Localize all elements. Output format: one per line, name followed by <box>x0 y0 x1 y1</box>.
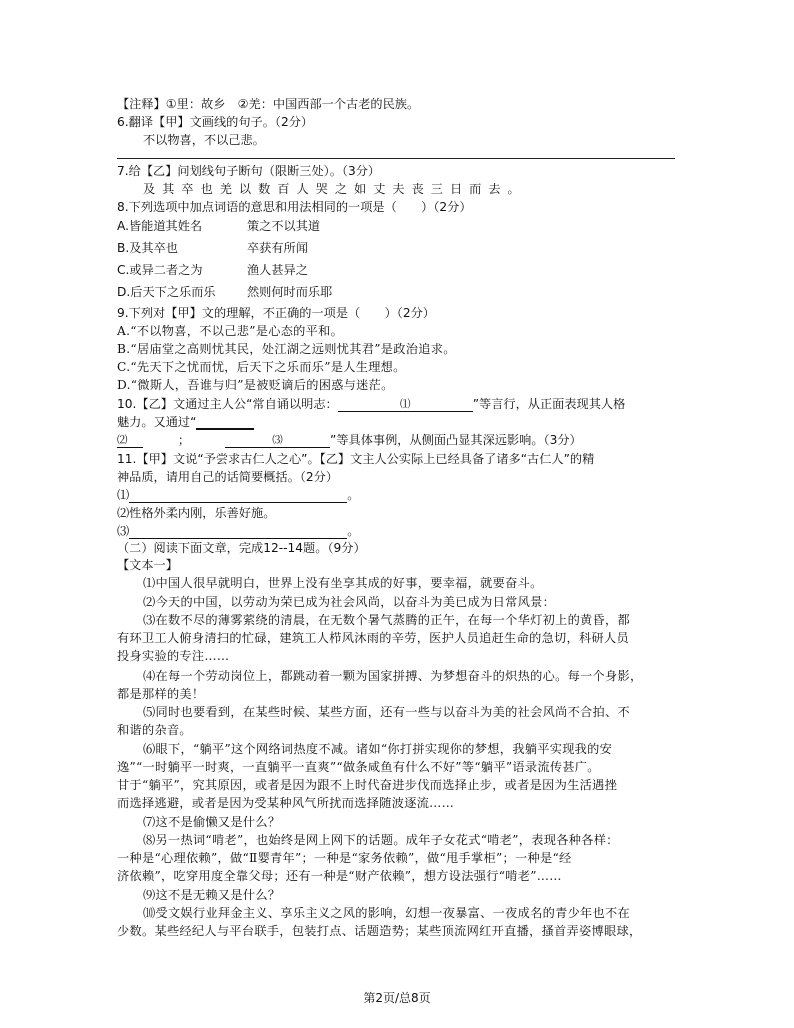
q10-blank-2-start[interactable] <box>196 414 254 430</box>
question-11-line-1: 11.【甲】文说“予尝求古仁人之心”。【乙】文主人公实际上已经具备了诸多“古仁人”的精 <box>117 452 595 466</box>
question-8-stem: 8.下列选项中加点词语的意思和用法相同的一项是（ ）（2分） <box>117 200 472 214</box>
paragraph-line: 一种是“心理依赖”，做“Ⅱ婴青年”；一种是“家务依赖”，做“甩手掌柜”；一种是“经 <box>117 851 572 865</box>
q11-blank-1[interactable] <box>129 488 347 503</box>
paragraph-line: ⑷在每一个劳动岗位上，都跳动着一颗为国家拼搏、为梦想奋斗的炽热的心。每一个身影， <box>143 669 643 683</box>
question-7-stem: 7.给【乙】问划线句子断句（限断三处）。（3分） <box>117 164 381 178</box>
q10-text-2a: 魅力。又通过“ <box>117 415 197 429</box>
q8-option-b-right: 卒获有所闻 <box>247 241 308 255</box>
paragraph-line: 甘于“躺平”，究其原因，或者是因为跟不上时代奋进步伐而选择止步，或者是因为生活遇挫 <box>117 778 618 792</box>
q9-option-d: D.“微斯人，吾谁与归”是被贬谪后的困惑与迷茫。 <box>117 378 394 392</box>
question-10-line-1 <box>117 396 677 412</box>
paragraph-line: 有环卫工人俯身清扫的忙碌，建筑工人栉风沐雨的辛劳，医护人员追赶生命的急切，科研人员 <box>117 631 629 645</box>
question-10-line-3 <box>117 432 677 448</box>
annotation-note: 【注释】①里：故乡 ②羌：中国西部一个古老的民族。 <box>117 97 420 111</box>
paragraph-line: 投身实验的专注…… <box>117 649 230 663</box>
paragraph-line: ⑹眼下，“躺平”这个网络词热度不减。诸如“你打拼实现你的梦想，我躺平实现我的安 <box>143 742 613 756</box>
q10-blank-2-end[interactable]: ⑵ <box>117 433 143 448</box>
page-footer: 第2页/总8页 <box>363 991 431 1005</box>
q10-text-1b: ”等言行，从正面表现其人格 <box>472 397 626 411</box>
answer-line <box>117 158 675 159</box>
paragraph-line: ⑵今天的中国，以劳动为荣已成为社会风尚，以奋斗为美已成为日常风景： <box>143 595 556 609</box>
q8-option-c-left: C.或异二者之为 <box>117 263 203 277</box>
q10-blank-1[interactable]: ⑴ <box>338 397 473 412</box>
paragraph-line: 少数。某些经纪人与平台联手，包装打点、话题造势；某些顶流网红开直播，搔首弄姿博眼球， <box>117 924 642 938</box>
q11-answer-2: ⑵性格外柔内刚，乐善好施。 <box>117 506 276 520</box>
section-2-title: （二）阅读下面文章，完成12--14题。（9分） <box>117 541 366 555</box>
paragraph-line: ⑼这不是无赖又是什么？ <box>143 888 281 902</box>
q11-answer-1 <box>117 487 677 503</box>
question-9-stem: 9.下列对【甲】文的理解，不正确的一项是（ ）（2分） <box>117 306 435 320</box>
q11-item-1-marker: ⑴ <box>117 488 130 502</box>
q10-blank-3[interactable]: ⑶ <box>225 433 330 448</box>
question-6-answer: 不以物喜，不以己悲。 <box>143 133 265 147</box>
q8-option-d-right: 然则何时而乐耶 <box>247 285 333 299</box>
question-11-line-2: 神品质，请用自己的话简要概括。（2分） <box>117 470 339 484</box>
q9-option-a: A.“不以物喜，不以己悲”是心态的平和。 <box>117 324 344 338</box>
q8-option-a-left: A.皆能道其姓名 <box>117 219 203 233</box>
q9-option-b: B.“居庙堂之高则忧其民，处江湖之远则忧其君”是政治追求。 <box>117 342 456 356</box>
q11-item-1-end: 。 <box>347 488 360 502</box>
question-7-sentence: 及其卒也羌以数百人哭之如丈夫丧三日而去。 <box>143 182 527 196</box>
q11-blank-3[interactable] <box>129 524 347 539</box>
paragraph-line: ⑴中国人很早就明白，世界上没有坐享其成的好事，要幸福，就要奋斗。 <box>143 576 543 590</box>
paragraph-line: ⑸同时也要看到，在某些时候、某些方面，还有一些与以奋斗为美的社会风尚不合拍、不 <box>143 705 631 719</box>
paragraph-line: 逸”“一时躺平一时爽，一直躺平一直爽”“做条咸鱼有什么不好”等“躺平”语录流传甚广。 <box>117 760 600 774</box>
paragraph-line: ⑽受文娱行业拜金主义、享乐主义之风的影响，幻想一夜暴富、一夜成名的青少年也不在 <box>143 906 631 920</box>
q11-item-3-end: 。 <box>347 524 360 538</box>
q10-separator: ； <box>177 433 191 447</box>
q8-option-b-left: B.及其卒也 <box>117 241 178 255</box>
q8-option-c-right: 渔人甚异之 <box>247 263 308 277</box>
q8-option-a-right: 策之不以其道 <box>247 219 321 233</box>
paragraph-line: ⑶在数不尽的薄雾萦绕的清晨，在无数个暑气蒸腾的正午，在每一个华灯初上的黄昏，都 <box>143 613 631 627</box>
question-10-line-2 <box>117 414 677 430</box>
q9-option-c: C.“先天下之忧而忧，后天下之乐而乐”是人生理想。 <box>117 360 406 374</box>
paragraph-line: ⑻另一热词“啃老”，也始终是网上网下的话题。成年子女花式“啃老”，表现各种各样： <box>143 833 619 847</box>
q8-option-d-left: D.后天下之乐而乐 <box>117 285 216 299</box>
paragraph-line: 济依赖”，吃穿用度全靠父母；还有一种是“财产依赖”，想方设法强行“啃老”…… <box>117 869 562 883</box>
q10-text-1a: 10.【乙】文通过主人公“常自诵以明志： <box>117 397 338 411</box>
q11-answer-3 <box>117 523 677 539</box>
q11-item-3-marker: ⑶ <box>117 524 130 538</box>
text-one-label: 【文本一】 <box>117 558 178 572</box>
paragraph-line: ⑺这不是偷懒又是什么？ <box>143 815 281 829</box>
question-6-stem: 6.翻译【甲】文画线的句子。（2分） <box>117 115 314 129</box>
paragraph-line: 都是那样的美！ <box>117 687 205 701</box>
paragraph-line: 而选择逃避，或者是因为受某种风气所扰而选择随波逐流…… <box>117 796 455 810</box>
paragraph-line: 和谐的杂音。 <box>117 723 192 737</box>
q10-text-3b: ”等具体事例，从侧面凸显其深远影响。（3分） <box>330 433 582 447</box>
